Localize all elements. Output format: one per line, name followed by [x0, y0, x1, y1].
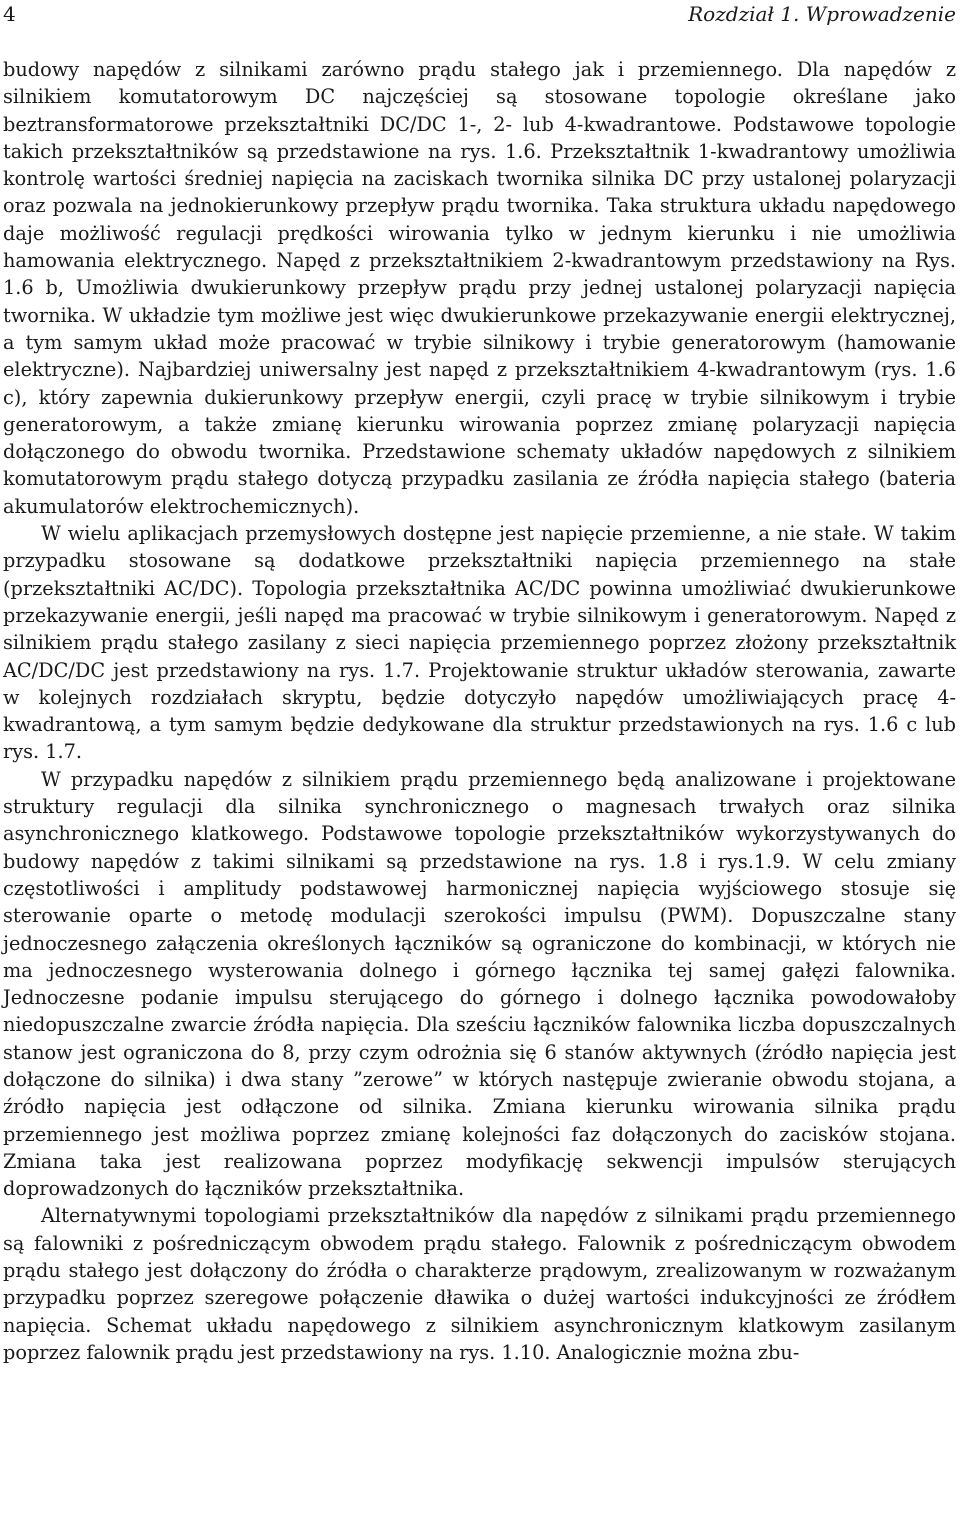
paragraph: W przypadku napędów z silnikiem prądu przemiennego będą analizowane i projektowane struktury regulacji dla silnika synchronicznego o magnesach trwałych oraz silnika asynchronicznego klatkowego. Podstawowe topologie przekształtników wykorzystywanych do budowy napędów z takimi silnikami są przedstawione na rys. 1.8 i rys.1.9. W celu zmiany częstotliwości i amplitudy podstawowej harmonicznej napięcia wyjściowego stosuje się sterowanie oparte o metodę modulacji szerokości impulsu (PWM). Dopuszczalne stany jednoczesnego załączenia określonych łączników są ograniczone do kombinacji, w których nie ma jednoczesnego wysterowania dolnego i górnego łącznika tej samej gałęzi falownika. Jednoczesne podanie impulsu sterującego do górnego i dolnego łącznika powodowałoby niedopuszczalne zwarcie źródła napięcia. Dla sześciu łączników falownika liczba dopuszczalnych stanow jest ograniczona do 8, przy czym odrożnia się 6 stanów aktywnych (źródło napięcia jest dołączone do silnika) i dwa stany ”zerowe” w których następuje zwieranie obwodu stojana, a źródło napięcia jest odłączone od silnika. Zmiana kierunku wirowania silnika prądu przemiennego jest możliwa poprzez zmianę kolejności faz dołączonych do zacisków stojana. Zmiana taka jest realizowana poprzez modyfikację sekwencji impulsów sterujących doprowadzonych do łączników przekształtnika. [3, 767, 956, 1201]
running-header [3, 0, 956, 36]
chapter-title: Rozdział 1. Wprowadzenie [688, 2, 956, 26]
page-number: 4 [3, 2, 16, 26]
body-text [3, 56, 956, 1366]
paragraph: Alternatywnymi topologiami przekształtników dla napędów z silnikami prądu przemiennego są falowniki z pośredniczącym obwodem prądu stałego. Falownik z pośredniczącym obwodem prądu stałego jest dołączony do źródła o charakterze prądowym, zrealizowanym w rozważanym przypadku poprzez szeregowe połączenie dławika o dużej wartości indukcyjności ze źródłem napięcia. Schemat układu napędowego z silnikiem asynchronicznym klatkowym zasilanym poprzez falownik prądu jest przedstawiony na rys. 1.10. Analogicznie można zbu- [3, 1204, 956, 1364]
paragraph: W wielu aplikacjach przemysłowych dostępne jest napięcie przemienne, a nie stałe. W takim przypadku stosowane są dodatkowe przekształtniki napięcia przemiennego na stałe (przekształtniki AC/DC). Topologia przekształtnika AC/DC powinna umożliwiać dwukierunkowe przekazywanie energii, jeśli napęd ma pracować w trybie silnikowym i generatorowym. Napęd z silnikiem prądu stałego zasilany z sieci napięcia przemiennego poprzez złożony przekształtnik AC/DC/DC jest przedstawiony na rys. 1.7. Projektowanie struktur układów sterowania, zawarte w kolejnych rozdziałach skryptu, będzie dotyczyło napędów umożliwiających pracę 4-kwadrantową, a tym samym będzie dedykowane dla struktur przedstawionych na rys. 1.6 c lub rys. 1.7. [3, 522, 956, 764]
paragraph-continued: budowy napędów z silnikami zarówno prądu stałego jak i przemiennego. Dla napędów z silnikiem komutatorowym DC najczęściej są stosowane topologie określane jako beztransformatorowe przekształtniki DC/DC 1-, 2- lub 4-kwadrantowe. Podstawowe topologie takich przekształtników są przedstawione na rys. 1.6. Przekształtnik 1-kwadrantowy umożliwia kontrolę wartości średniej napięcia na zaciskach twornika silnika DC przy ustalonej polaryzacji oraz pozwala na jednokierunkowy przepływ prądu twornika. Taka struktura układu napędowego daje możliwość regulacji prędkości wirowania tylko w jednym kierunku i nie umożliwia hamowania elektrycznego. Napęd z przekształtnikiem 2-kwadrantowym przedstawiony na Rys. 1.6 b, Umożliwia dwukierunkowy przepływ prądu przy jednej ustalonej polaryzacji napięcia twornika. W układzie tym możliwe jest więc dwukierunkowe przekazywanie energii elektrycznej, a tym samym układ może pracować w trybie silnikowy i trybie generatorowym (hamowanie elektryczne). Najbardziej uniwersalny jest napęd z przekształtnikiem 4-kwadrantowym (rys. 1.6 c), który zapewnia dukierunkowy przepływ energii, czyli pracę w trybie silnikowym i trybie generatorowym, a także zmianę kierunku wirowania poprzez zmianę polaryzacji napięcia dołączonego do obwodu twornika. Przedstawione schematy układów napędowych z silnikiem komutatorowym prądu stałego dotyczą przypadku zasilania ze źródła napięcia stałego (bateria akumulatorów elektrochemicznych). [3, 58, 956, 518]
